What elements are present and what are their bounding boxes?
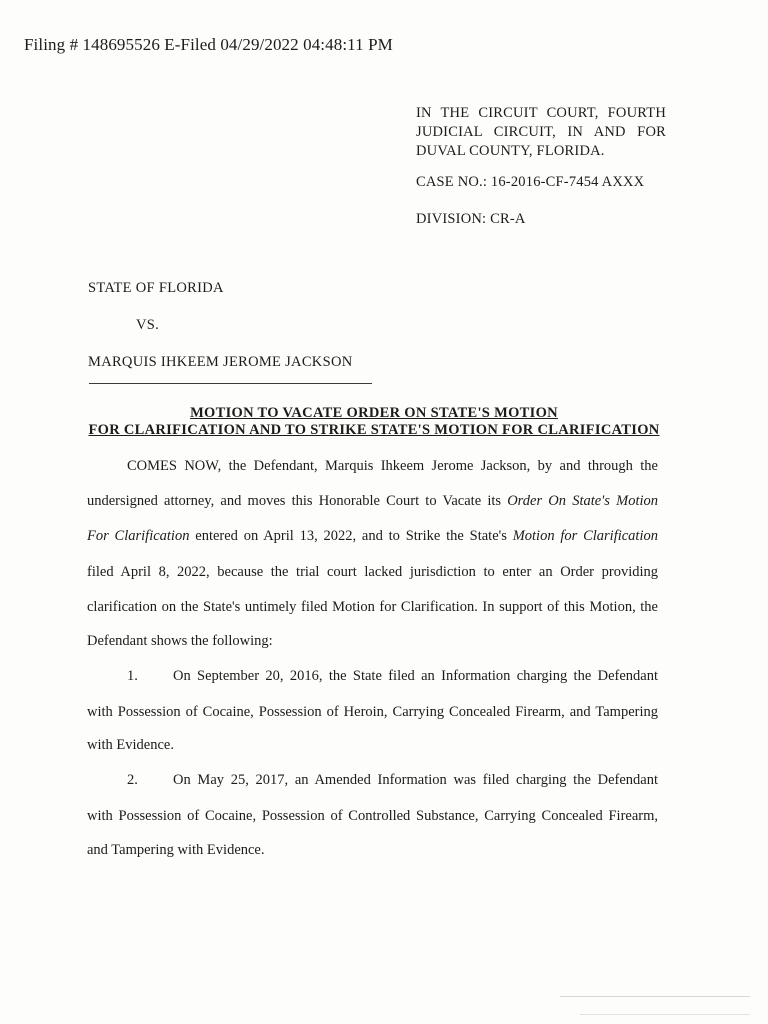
order-title-italic-cont: For Clarification [87,528,190,544]
motion-title-line-2: FOR CLARIFICATION AND TO STRIKE STATE'S MOTION FOR CLARIFICATION [88,422,660,438]
intro-line-6: Defendant shows the following: [87,633,273,649]
item-1-line-3: with Evidence. [87,737,174,753]
division: DIVISION: CR-A [416,211,526,227]
item-2-line-2: with Possession of Cocaine, Possession of Controlled Substance, Carrying Concealed Firearm, [87,808,658,824]
intro-line-2-text: undersigned attorney, and moves this Honorable Court to Vacate its [87,493,508,509]
order-title-italic: Order On State's Motion [507,493,658,509]
court-line-3: DUVAL COUNTY, FLORIDA. [416,143,605,159]
motion-title-italic: Motion for Clarification [512,528,658,544]
scan-artifact [580,1014,750,1015]
item-1-line-2: with Possession of Cocaine, Possession of Heroin, Carrying Concealed Firearm, and Tampering [87,704,658,720]
filing-stamp: Filing # 148695526 E-Filed 04/29/2022 04:48:11 PM [24,35,393,54]
item-1-number: 1. [127,668,138,684]
case-number: CASE NO.: 16-2016-CF-7454 AXXX [416,174,645,190]
item-1-line-1: On September 20, 2016, the State filed an Information charging the Defendant [173,668,658,684]
intro-line-1: COMES NOW, the Defendant, Marquis Ihkeem Jerome Jackson, by and through the [127,458,658,474]
versus-label: VS. [136,317,160,333]
motion-title-line-1: MOTION TO VACATE ORDER ON STATE'S MOTION [190,405,558,421]
item-2-line-1: On May 25, 2017, an Amended Information was filed charging the Defendant [173,772,658,788]
intro-line-2 [87,493,658,510]
item-2-number: 2. [127,772,138,788]
court-heading [416,104,666,161]
court-line-1: IN THE CIRCUIT COURT, FOURTH [416,105,666,121]
caption-rule [89,383,372,384]
court-line-2: JUDICIAL CIRCUIT, IN AND FOR [416,124,666,140]
scan-artifact [560,996,750,997]
intro-line-4: filed April 8, 2022, because the trial court lacked jurisdiction to enter an Order providing [87,564,658,580]
item-2-line-3: and Tampering with Evidence. [87,842,265,858]
intro-line-3-text: entered on April 13, 2022, and to Strike the State's [189,528,513,544]
plaintiff-name: STATE OF FLORIDA [88,280,224,296]
defendant-name: MARQUIS IHKEEM JEROME JACKSON [88,354,353,370]
intro-line-3 [87,528,658,545]
intro-line-5: clarification on the State's untimely filed Motion for Clarification. In support of this Motion, the [87,599,658,615]
